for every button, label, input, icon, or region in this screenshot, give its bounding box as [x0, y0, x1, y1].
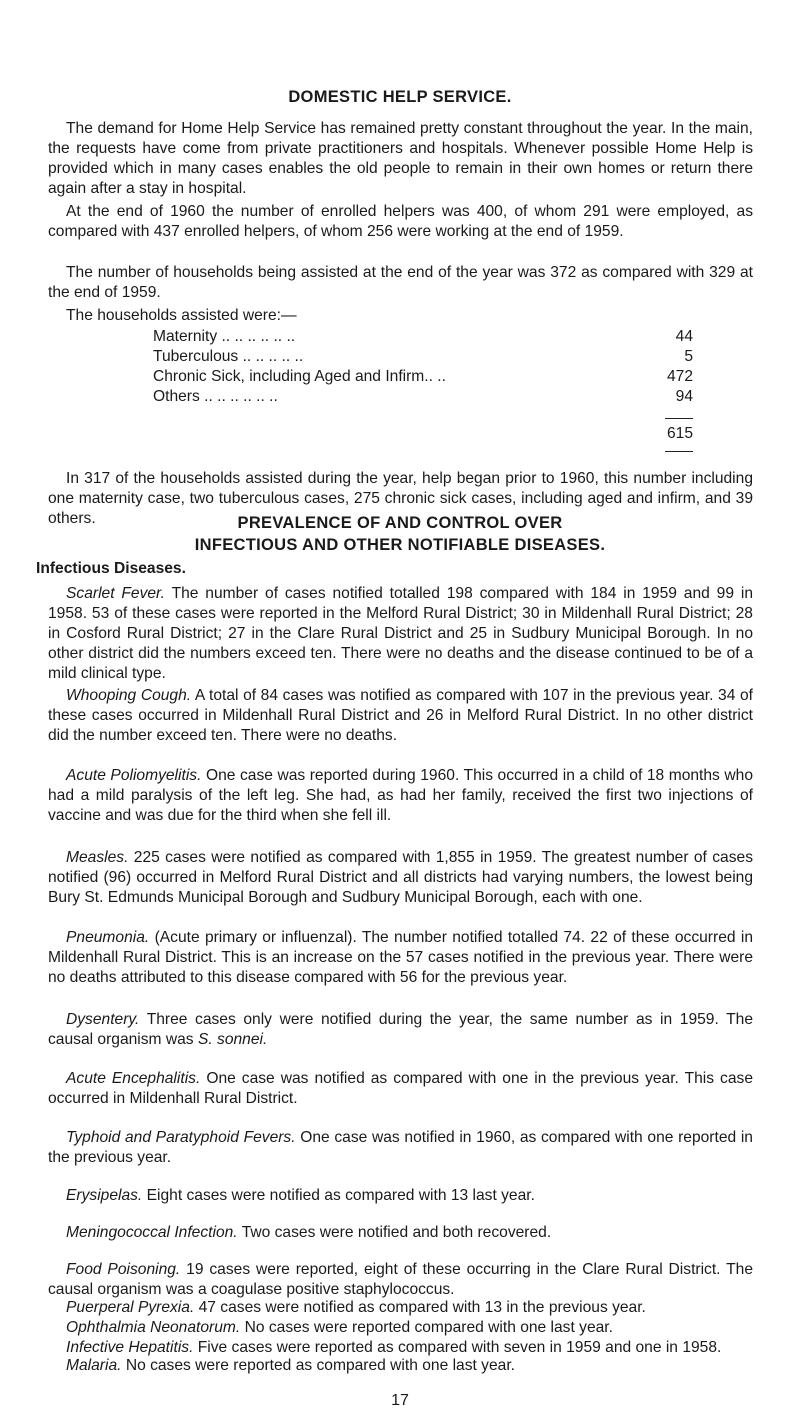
disease-name: Dysentery. [66, 1011, 140, 1028]
disease-puerperal-pyrexia: Puerperal Pyrexia. 47 cases were notified as compared with 13 in the previous year. [66, 1299, 646, 1316]
disease-measles: Measles. 225 cases were notified as compared with 1,855 in 1959. The greatest number of cases notified (96) occurred in Melford Rural District and all districts had varying numbers, the lowest being Bury St. Edmunds Municipal Borough and Sudbury Municipal Borough, each with one. [48, 849, 753, 906]
disease-acute-poliomyelitis: Acute Poliomyelitis. One case was reported during 1960. This occurred in a child of 18 months who had a mild paralysis of the left leg. She had, as had her family, received the first two injections of vaccine and was due for the third when she fell ill. [48, 767, 753, 824]
disease-whooping-cough: Whooping Cough. A total of 84 cases was notified as compared with 107 in the previous year. 34 of these cases occurred in Mildenhall Rural District and 26 in Melford Rural District. In no other district did the number exceed ten. There were no deaths. [48, 687, 754, 744]
row-value: 94 [675, 388, 693, 405]
section-heading-line-1: PREVALENCE OF AND CONTROL OVER [237, 514, 563, 532]
disease-name: Malaria. [66, 1357, 122, 1374]
disease-infective-hepatitis: Infective Hepatitis. Five cases were reported as compared with seven in 1959 and one in 1958. [66, 1339, 722, 1356]
subheading-infectious-diseases: Infectious Diseases. [36, 560, 186, 577]
row-label: Maternity .. .. .. .. .. .. [153, 328, 296, 345]
row-label: Others .. .. .. .. .. .. [153, 388, 278, 405]
disease-name: Acute Encephalitis. [66, 1070, 201, 1087]
disease-name: Erysipelas. [66, 1187, 143, 1204]
total-rule-top [665, 418, 693, 419]
page-title: DOMESTIC HELP SERVICE. [288, 88, 512, 106]
disease-name: Puerperal Pyrexia. [66, 1299, 195, 1316]
disease-food-poisoning: Food Poisoning. 19 cases were reported, eight of these occurring in the Clare Rural District. The causal organism was a coagulase positive staphylococcus. [48, 1261, 753, 1298]
organism-name: S. sonnei. [197, 1031, 268, 1048]
row-value: 472 [666, 368, 693, 385]
table-row [153, 367, 693, 387]
intro-paragraph-2: At the end of 1960 the number of enrolled helpers was 400, of whom 291 were employed, as compared with 437 enrolled helpers, of whom 256 were working at the end of 1959. [48, 203, 753, 240]
table-row [153, 387, 693, 407]
disease-name: Whooping Cough. [66, 687, 192, 704]
table-row [153, 347, 693, 367]
intro-paragraph-1: The demand for Home Help Service has remained pretty constant throughout the year. In the main, the requests have come from private practitioners and hospitals. Whenever possible Home Help is provided which in many cases enables the old people to remain in their own homes or return there again after a stay in hospital. [48, 120, 753, 197]
row-label: Chronic Sick, including Aged and Infirm.. .. [153, 368, 446, 385]
disease-dysentery: Dysentery. Three cases only were notified during the year, the same number as in 1959. The causal organism was S. sonnei. [48, 1011, 753, 1048]
after-table-paragraph: In 317 of the households assisted during the year, help began prior to 1960, this number including one maternity case, two tuberculous cases, 275 chronic sick cases, including aged and infirm, and 39 others. [48, 470, 753, 527]
disease-name: Infective Hepatitis. [66, 1339, 194, 1356]
row-value: 5 [684, 348, 693, 365]
disease-name: Pneumonia. [66, 929, 150, 946]
page-number: 17 [391, 1392, 409, 1409]
disease-name: Acute Poliomyelitis. [66, 767, 202, 784]
disease-name: Typhoid and Paratyphoid Fevers. [66, 1129, 296, 1146]
disease-name: Ophthalmia Neonatorum. [66, 1319, 241, 1336]
table-total: 615 [666, 425, 693, 442]
disease-scarlet-fever: Scarlet Fever. The number of cases notified totalled 198 compared with 184 in 1959 and 99 in 1958. 53 of these cases were reported in the Melford Rural District; 30 in Mildenhall Rural District; 28 in Cosford Rural District; 27 in the Clare Rural District and 25 in Sudbury Municipal Borough. In no other district did the numbers exceed ten. There were no deaths and the disease continued to be of a mild clinical type. [48, 585, 753, 682]
row-value: 44 [675, 328, 693, 345]
households-lead: The households assisted were:— [66, 307, 297, 324]
intro-paragraph-3: The number of households being assisted at the end of the year was 372 as compared with 329 at the end of 1959. [48, 264, 753, 301]
disease-malaria: Malaria. No cases were reported as compared with one last year. [66, 1357, 515, 1374]
disease-typhoid: Typhoid and Paratyphoid Fevers. One case was notified in 1960, as compared with one reported in the previous year. [48, 1129, 753, 1166]
disease-erysipelas: Erysipelas. Eight cases were notified as compared with 13 last year. [66, 1187, 535, 1204]
disease-pneumonia: Pneumonia. (Acute primary or influenzal). The number notified totalled 74. 22 of these occurred in Mildenhall Rural District. This is an increase on the 57 cases notified in the previous year. There were no deaths attributed to this disease compared with 56 for the previous year. [48, 929, 753, 986]
table-row [153, 327, 693, 347]
disease-ophthalmia: Ophthalmia Neonatorum. No cases were reported compared with one last year. [66, 1319, 613, 1336]
total-rule-bottom [665, 451, 693, 452]
disease-name: Scarlet Fever. [66, 585, 165, 602]
disease-acute-encephalitis: Acute Encephalitis. One case was notified as compared with one in the previous year. This case occurred in Mildenhall Rural District. [48, 1070, 753, 1107]
households-table [153, 327, 693, 442]
disease-name: Food Poisoning. [66, 1261, 181, 1278]
disease-meningococcal: Meningococcal Infection. Two cases were notified and both recovered. [66, 1224, 552, 1241]
disease-name: Meningococcal Infection. [66, 1224, 238, 1241]
section-heading-line-2: INFECTIOUS AND OTHER NOTIFIABLE DISEASES. [194, 536, 606, 554]
row-label: Tuberculous .. .. .. .. .. [153, 348, 304, 365]
table-total-row [153, 424, 693, 444]
disease-name: Measles. [66, 849, 129, 866]
